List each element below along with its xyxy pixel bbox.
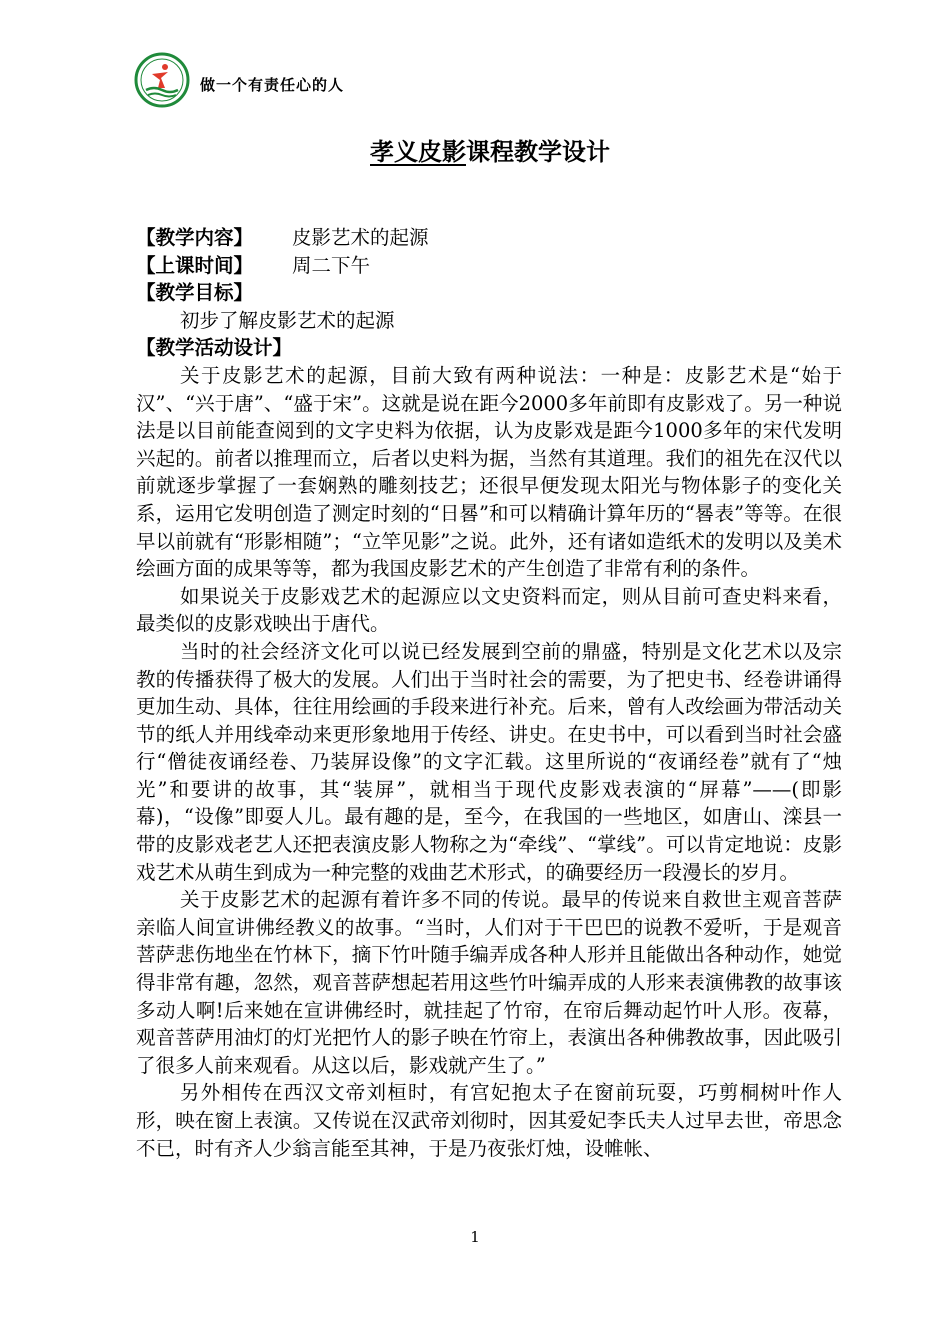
body-paragraph: 当时的社会经济文化可以说已经发展到空前的鼎盛，特别是文化艺术以及宗教的传播获得了极大的发展。人们出于当时社会的需要，为了把史书、经卷讲诵得更加生动、具体，往往用绘画的手段来进行补充。后来，曾有人改绘画为带活动关节的纸人并用线牵动来更形象地用于传经、讲史。在史书中，可以看到当时社会盛行“僧徒夜诵经卷、乃装屏设像”的文字汇载。这里所说的“夜诵经卷”就有了“烛光”和要讲的故事，其“装屏”，就相当于现代皮影戏表演的“屏幕”——(即影幕)，“设像”即耍人儿。最有趣的是，至今，在我国的一些地区，如唐山、滦县一带的皮影戏老艺人还把表演皮影人物称之为“牵线”、“掌线”。可以肯定地说：皮影戏艺术从萌生到成为一种完整的戏曲艺术形式，的确要经历一段漫长的岁月。: [136, 639, 842, 884]
body-paragraph: 如果说关于皮影戏艺术的起源应以文史资料而定，则从目前可查史料来看，最类似的皮影戏映出于唐代。: [136, 584, 842, 636]
teaching-goal-label: 【教学目标】: [136, 281, 254, 305]
body-paragraph: 关于皮影艺术的起源，目前大致有两种说法：一种是：皮影艺术是“始于汉”、“兴于唐”、“盛于宋”。这就是说在距今2000多年前即有皮影戏了。另一种说法是以目前能查阅到的文字史料为依据，认为皮影戏是距今1000多年的宋代发明兴起的。前者以推理而立，后者以史料为据，当然有其道理。我们的祖先在汉代以前就逐步掌握了一套娴熟的雕刻技艺；还很早便发现太阳光与物体影子的变化关系，运用它发明创造了测定时刻的“日晷”和可以精确计算年历的“晷表”等等。在很早以前就有“形影相随”；“立竿见影”之说。此外，还有诸如造纸术的发明以及美术绘画方面的成果等等，都为我国皮影艺术的产生创造了非常有利的条件。: [136, 363, 842, 581]
document-body: [136, 224, 842, 1162]
teaching-content-row: [136, 224, 842, 252]
title-rest: 课程教学设计: [466, 138, 610, 166]
teaching-goal-value: 初步了解皮影艺术的起源: [180, 308, 395, 332]
school-motto: 做一个有责任心的人: [200, 75, 345, 94]
teaching-content-value: 皮影艺术的起源: [292, 226, 429, 249]
body-paragraph: 另外相传在西汉文帝刘桓时，有宫妃抱太子在窗前玩耍，巧剪桐树叶作人形，映在窗上表演。又传说在汉武帝刘彻时，因其爱妃李氏夫人过早去世，帝思念不已，时有齐人少翁言能至其神，于是乃夜张灯烛，设帷帐、: [136, 1081, 842, 1160]
document-title: [0, 134, 950, 170]
class-time-label: 【上课时间】: [136, 253, 254, 277]
school-logo-icon: [134, 52, 190, 108]
page-number: 1: [470, 1228, 480, 1246]
class-time-value: 周二下午: [292, 253, 371, 277]
activity-design-label: 【教学活动设计】: [136, 336, 293, 360]
body-paragraph: 关于皮影艺术的起源有着许多不同的传说。最早的传说来自救世主观音菩萨亲临人间宣讲佛经教义的故事。“当时，人们对于干巴巴的说教不爱听，于是观音菩萨悲伤地坐在竹林下，摘下竹叶随手编弄成各种人形并且能做出各种动作，她觉得非常有趣，忽然，观音菩萨想起若用这些竹叶编弄成的人形来表演佛教的故事该多动人啊!后来她在宣讲佛经时，就挂起了竹帘，在帘后舞动起竹叶人形。夜幕，观音菩萨用油灯的灯光把竹人的影子映在竹帘上，表演出各种佛教故事，因此吸引了很多人前来观看。从这以后，影戏就产生了。”: [136, 888, 842, 1077]
class-time-row: [136, 252, 842, 280]
page-header: [134, 52, 344, 108]
title-underlined-part: 孝义皮影: [370, 138, 466, 166]
teaching-content-label: 【教学内容】: [136, 226, 254, 249]
